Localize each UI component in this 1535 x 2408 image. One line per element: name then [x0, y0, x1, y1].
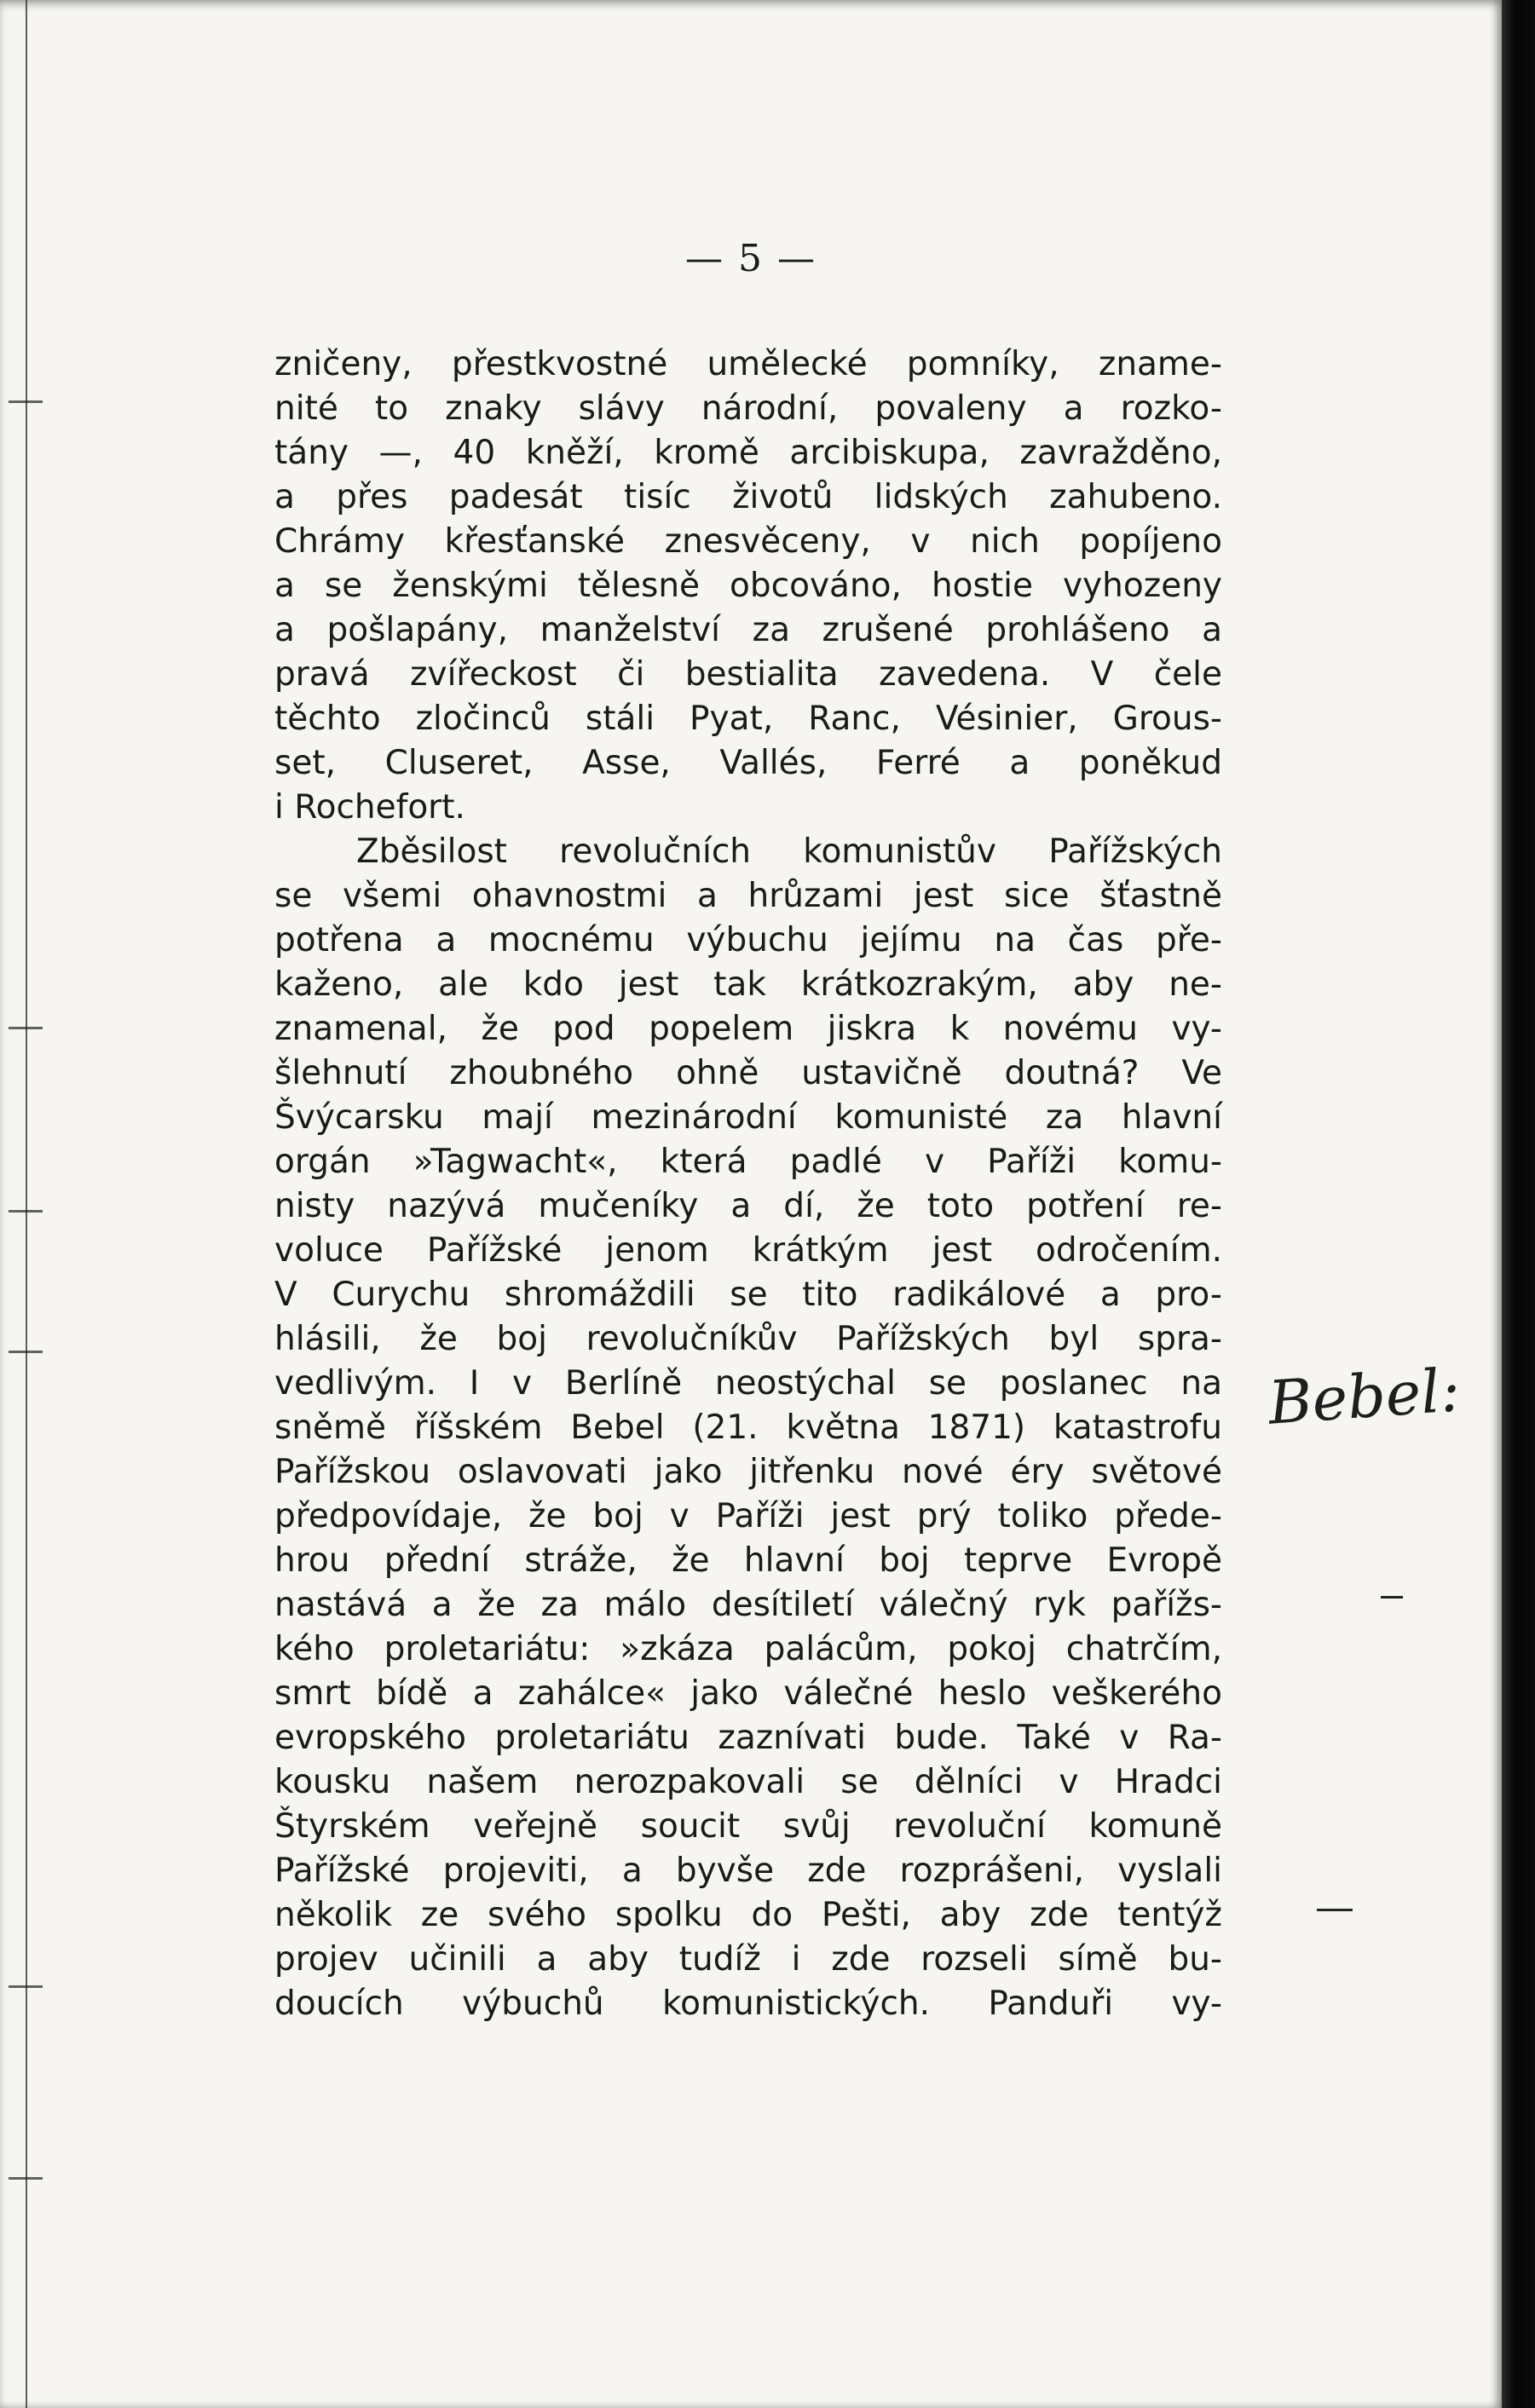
text-line: kousku našem nerozpakovali se dělníci v Hradci: [274, 1763, 1222, 1801]
text-line: potřena a mocnému výbuchu jejímu na čas pře-: [274, 921, 1222, 959]
text-line: doucích výbuchů komunistických. Panduři vy-: [274, 1985, 1222, 2023]
text-line: znamenal, že pod popelem jiskra k novému vy-: [274, 1010, 1222, 1048]
text-line: pravá zvířeckost či bestialita zavedena. V čele: [274, 655, 1222, 694]
body-text: [274, 343, 1222, 2026]
binding-mark: [9, 1351, 43, 1365]
text-line: hrou přední stráže, že hlavní boj teprve Evropě: [274, 1541, 1222, 1580]
text-line: Švýcarsku mají mezinárodní komunisté za hlavní: [274, 1098, 1222, 1137]
text-line: hlásili, že boj revolučníkův Pařížských byl spra-: [274, 1320, 1222, 1358]
text-line: Pařížské projeviti, a byvše zde rozprášeni, vyslali: [274, 1852, 1222, 1890]
text-line: V Curychu shromáždili se tito radikálové a pro-: [274, 1276, 1222, 1314]
text-line: projev učinili a aby tudíž i zde rozseli símě bu-: [274, 1940, 1222, 1979]
text-line: šlehnutí zhoubného ohně ustavičně doutná? Ve: [274, 1054, 1222, 1092]
text-line: evropského proletariátu zaznívati bude. Také v Ra-: [274, 1719, 1222, 1757]
text-line: zničeny, přestkvostné umělecké pomníky, zname-: [274, 345, 1222, 383]
text-line: smrt bídě a zahálce« jako válečné heslo veškerého: [274, 1674, 1222, 1713]
text-line: sněmě říšském Bebel (21. května 1871) katastrofu: [274, 1409, 1222, 1447]
text-line: předpovídaje, že boj v Paříži jest prý toliko přede-: [274, 1497, 1222, 1535]
text-line: tány —, 40 kněží, kromě arcibiskupa, zavražděno,: [274, 434, 1222, 472]
text-line: Pařížskou oslavovati jako jitřenku nové éry světové: [274, 1453, 1222, 1491]
text-line: a přes padesát tisíc životů lidských zahubeno.: [274, 478, 1222, 516]
text-line: kaženo, ale kdo jest tak krátkozrakým, aby ne-: [274, 965, 1222, 1004]
binding-mark: [9, 2177, 43, 2192]
text-line: Štyrském veřejně soucit svůj revoluční komuně: [274, 1807, 1222, 1846]
scan-dark-edge: [1502, 0, 1535, 2408]
margin-dash: [1317, 1909, 1353, 1911]
binding-mark: [9, 1985, 43, 2000]
text-line: Chrámy křesťanské znesvěceny, v nich popíjeno: [274, 522, 1222, 561]
text-line: a pošlapány, manželství za zrušené prohlášeno a: [274, 611, 1222, 649]
text-line: kého proletariátu: »zkáza palácům, pokoj chatrčím,: [274, 1630, 1222, 1668]
text-line: nité to znaky slávy národní, povaleny a rozko-: [274, 389, 1222, 428]
text-line: nastává a že za málo desítiletí válečný ryk pařížs-: [274, 1586, 1222, 1624]
binding-mark: [9, 1027, 43, 1041]
page-number: — 5 —: [685, 237, 817, 280]
margin-dash: [1381, 1596, 1403, 1599]
text-line: několik ze svého spolku do Pešti, aby zde tentýž: [274, 1896, 1222, 1934]
text-line: orgán »Tagwacht«, která padlé v Paříži komu-: [274, 1143, 1222, 1181]
text-line: se všemi ohavnostmi a hrůzami jest sice šťastně: [274, 877, 1222, 915]
text-line: voluce Pařížské jenom krátkým jest odročením.: [274, 1231, 1222, 1270]
text-line: i Rochefort.: [274, 788, 465, 827]
text-line: a se ženskými tělesně obcováno, hostie vyhozeny: [274, 567, 1222, 605]
binding-mark: [9, 400, 43, 415]
binding-mark: [9, 1210, 43, 1224]
handwritten-margin-note: Bebel:: [1266, 1355, 1463, 1438]
text-line: Zběsilost revolučních komunistův Pařížských: [356, 832, 1222, 871]
text-line: vedlivým. I v Berlíně neostýchal se poslanec na: [274, 1364, 1222, 1403]
binding-spine: [26, 0, 27, 2408]
text-line: set, Cluseret, Asse, Vallés, Ferré a poněkud: [274, 744, 1222, 782]
text-line: těchto zločinců stáli Pyat, Ranc, Vésinier, Grous-: [274, 700, 1222, 738]
text-line: nisty nazývá mučeníky a dí, že toto potření re-: [274, 1187, 1222, 1225]
